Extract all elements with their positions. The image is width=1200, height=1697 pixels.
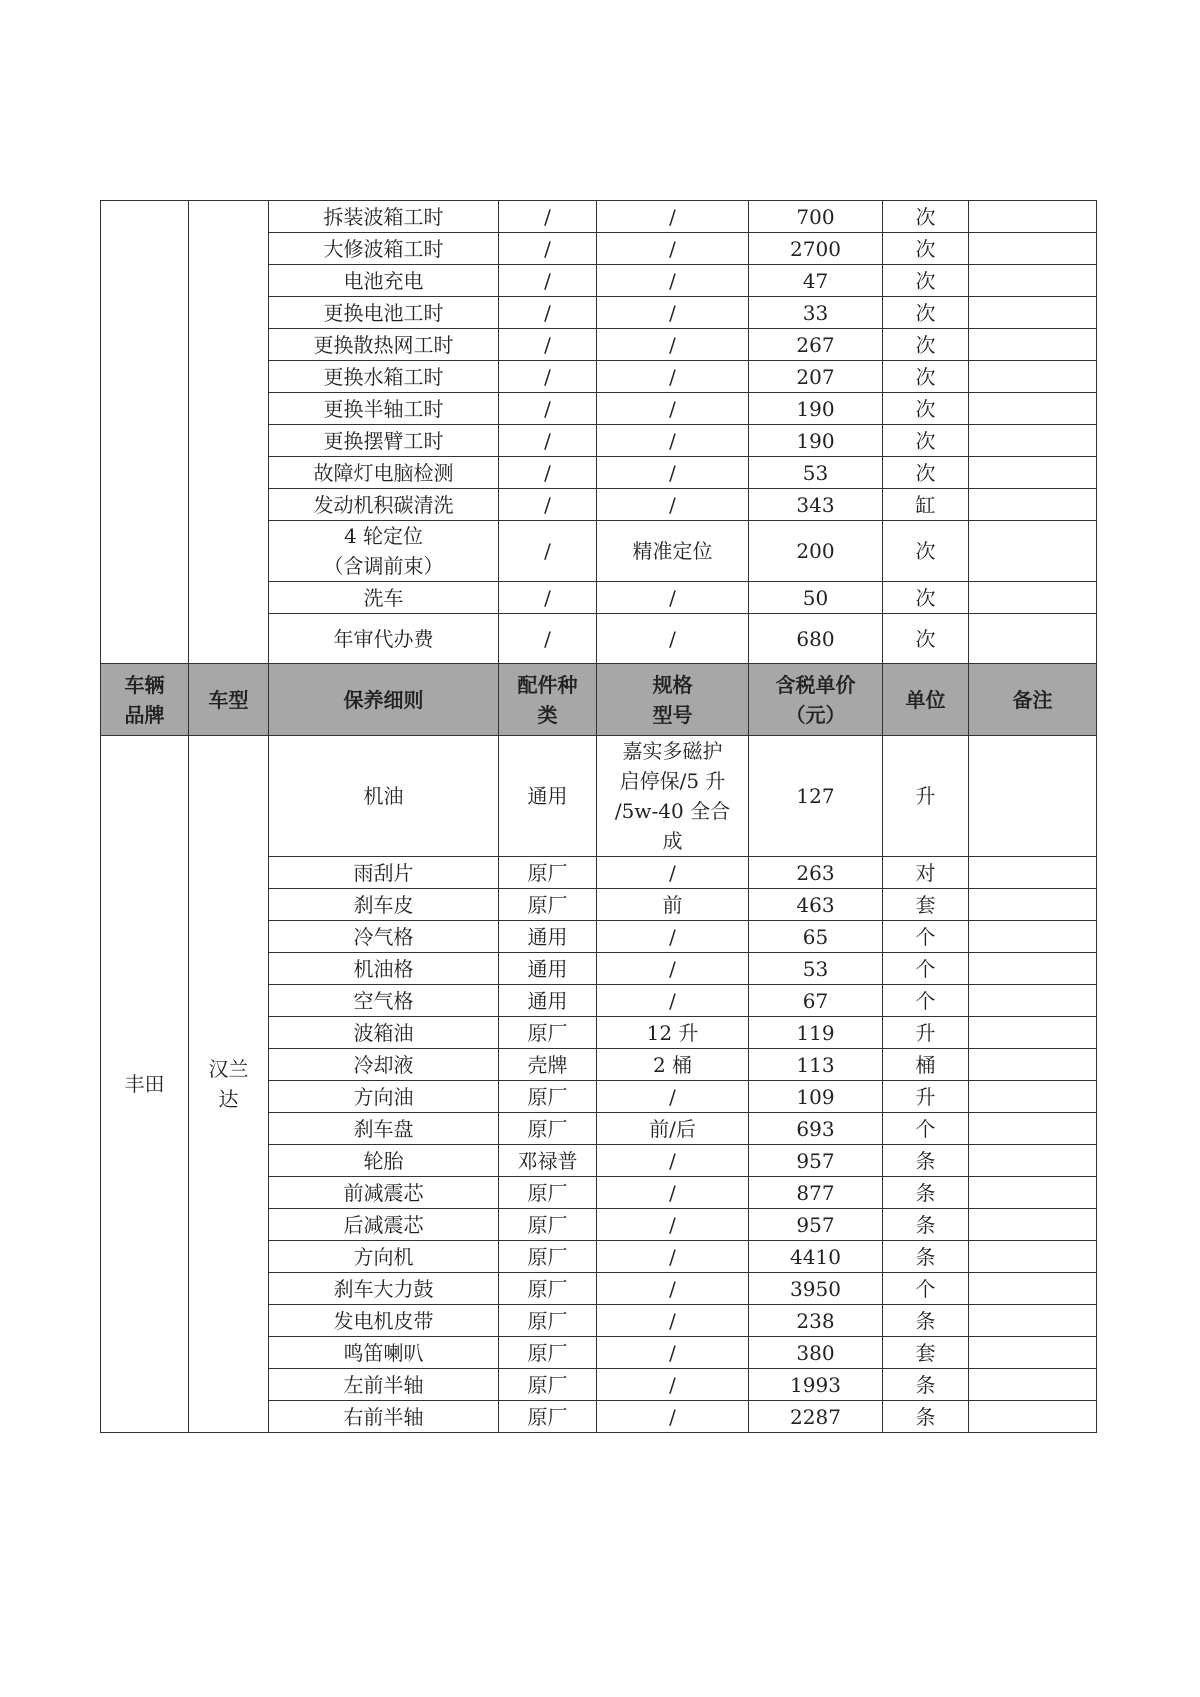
unit-cell: 条: [883, 1177, 969, 1209]
parts-type-cell: 原厂: [499, 857, 597, 889]
remark-cell: [969, 457, 1097, 489]
parts-type-cell: 通用: [499, 985, 597, 1017]
parts-type-cell: /: [499, 457, 597, 489]
parts-type-cell: 原厂: [499, 1241, 597, 1273]
item-cell: 电池充电: [269, 265, 499, 297]
parts-type-cell: 邓禄普: [499, 1145, 597, 1177]
item-cell: 更换摆臂工时: [269, 425, 499, 457]
item-cell: 更换散热网工时: [269, 329, 499, 361]
remark-cell: [969, 1017, 1097, 1049]
parts-type-cell: /: [499, 361, 597, 393]
item-cell: 拆装波箱工时: [269, 201, 499, 233]
spec-cell: 精准定位: [597, 521, 749, 582]
item-cell: 前减震芯: [269, 1177, 499, 1209]
header-unit-price: 含税单价 （元）: [749, 664, 883, 736]
remark-cell: [969, 1145, 1097, 1177]
brand-cell: 丰田: [101, 736, 189, 1433]
parts-type-cell: 通用: [499, 953, 597, 985]
item-cell: 更换水箱工时: [269, 361, 499, 393]
remark-cell: [969, 297, 1097, 329]
unit-cell: 套: [883, 889, 969, 921]
remark-cell: [969, 1241, 1097, 1273]
parts-type-cell: /: [499, 614, 597, 664]
price-cell: 50: [749, 582, 883, 614]
spec-cell: /: [597, 201, 749, 233]
remark-cell: [969, 361, 1097, 393]
remark-cell: [969, 329, 1097, 361]
item-cell: 刹车皮: [269, 889, 499, 921]
spec-cell: 嘉实多磁护 启停保/5 升 /5w-40 全合 成: [597, 736, 749, 857]
unit-cell: 次: [883, 457, 969, 489]
parts-type-cell: 原厂: [499, 1209, 597, 1241]
remark-cell: [969, 425, 1097, 457]
unit-cell: 条: [883, 1401, 969, 1433]
spec-cell: /: [597, 1241, 749, 1273]
unit-cell: 个: [883, 1113, 969, 1145]
remark-cell: [969, 953, 1097, 985]
spec-cell: /: [597, 953, 749, 985]
unit-cell: 次: [883, 521, 969, 582]
parts-type-cell: /: [499, 521, 597, 582]
unit-cell: 次: [883, 265, 969, 297]
unit-cell: 条: [883, 1145, 969, 1177]
header-brand: 车辆 品牌: [101, 664, 189, 736]
item-cell: 左前半轴: [269, 1369, 499, 1401]
remark-cell: [969, 521, 1097, 582]
remark-cell: [969, 857, 1097, 889]
remark-cell: [969, 1049, 1097, 1081]
spec-cell: /: [597, 393, 749, 425]
parts-type-cell: /: [499, 489, 597, 521]
remark-cell: [969, 233, 1097, 265]
remark-cell: [969, 489, 1097, 521]
item-cell: 轮胎: [269, 1145, 499, 1177]
remark-cell: [969, 1113, 1097, 1145]
item-cell: 刹车大力鼓: [269, 1273, 499, 1305]
parts-type-cell: 原厂: [499, 1401, 597, 1433]
item-cell: 方向机: [269, 1241, 499, 1273]
unit-cell: 个: [883, 921, 969, 953]
spec-cell: 前/后: [597, 1113, 749, 1145]
price-table: [100, 200, 1097, 1433]
remark-cell: [969, 1401, 1097, 1433]
price-cell: 1993: [749, 1369, 883, 1401]
item-cell: 空气格: [269, 985, 499, 1017]
parts-type-cell: 原厂: [499, 1113, 597, 1145]
unit-cell: 条: [883, 1305, 969, 1337]
price-cell: 343: [749, 489, 883, 521]
item-cell: 方向油: [269, 1081, 499, 1113]
remark-cell: [969, 889, 1097, 921]
header-spec: 规格 型号: [597, 664, 749, 736]
price-cell: 53: [749, 457, 883, 489]
unit-cell: 对: [883, 857, 969, 889]
price-cell: 463: [749, 889, 883, 921]
unit-cell: 次: [883, 393, 969, 425]
price-cell: 207: [749, 361, 883, 393]
spec-cell: /: [597, 1305, 749, 1337]
price-cell: 200: [749, 521, 883, 582]
item-cell: 冷却液: [269, 1049, 499, 1081]
parts-type-cell: /: [499, 297, 597, 329]
unit-cell: 个: [883, 985, 969, 1017]
spec-cell: /: [597, 857, 749, 889]
price-cell: 190: [749, 425, 883, 457]
parts-type-cell: /: [499, 393, 597, 425]
parts-type-cell: 原厂: [499, 889, 597, 921]
price-cell: 53: [749, 953, 883, 985]
spec-cell: /: [597, 265, 749, 297]
model-cell: 汉兰 达: [189, 736, 269, 1433]
spec-cell: 前: [597, 889, 749, 921]
brand-cell-blank: [101, 201, 189, 664]
price-cell: 190: [749, 393, 883, 425]
price-cell: 127: [749, 736, 883, 857]
remark-cell: [969, 393, 1097, 425]
remark-cell: [969, 921, 1097, 953]
parts-type-cell: 原厂: [499, 1081, 597, 1113]
price-cell: 693: [749, 1113, 883, 1145]
unit-cell: 次: [883, 614, 969, 664]
unit-cell: 条: [883, 1209, 969, 1241]
spec-cell: /: [597, 233, 749, 265]
price-cell: 957: [749, 1145, 883, 1177]
header-parts-type: 配件种 类: [499, 664, 597, 736]
item-cell: 后减震芯: [269, 1209, 499, 1241]
price-cell: 33: [749, 297, 883, 329]
unit-cell: 次: [883, 425, 969, 457]
unit-cell: 条: [883, 1369, 969, 1401]
price-cell: 109: [749, 1081, 883, 1113]
unit-cell: 次: [883, 297, 969, 329]
price-cell: 680: [749, 614, 883, 664]
price-cell: 380: [749, 1337, 883, 1369]
item-cell: 鸣笛喇叭: [269, 1337, 499, 1369]
item-cell: 4 轮定位 （含调前束）: [269, 521, 499, 582]
spec-cell: /: [597, 1273, 749, 1305]
parts-type-cell: /: [499, 265, 597, 297]
spec-cell: /: [597, 425, 749, 457]
spec-cell: /: [597, 1369, 749, 1401]
spec-cell: /: [597, 1145, 749, 1177]
spec-cell: /: [597, 985, 749, 1017]
unit-cell: 次: [883, 329, 969, 361]
parts-type-cell: 原厂: [499, 1369, 597, 1401]
parts-type-cell: /: [499, 425, 597, 457]
unit-cell: 条: [883, 1241, 969, 1273]
price-cell: 4410: [749, 1241, 883, 1273]
spec-cell: /: [597, 457, 749, 489]
remark-cell: [969, 582, 1097, 614]
parts-type-cell: 原厂: [499, 1273, 597, 1305]
spec-cell: 2 桶: [597, 1049, 749, 1081]
price-cell: 65: [749, 921, 883, 953]
remark-cell: [969, 1209, 1097, 1241]
price-cell: 113: [749, 1049, 883, 1081]
header-unit: 单位: [883, 664, 969, 736]
spec-cell: /: [597, 582, 749, 614]
unit-cell: 次: [883, 582, 969, 614]
item-cell: 年审代办费: [269, 614, 499, 664]
header-model: 车型: [189, 664, 269, 736]
item-cell: 冷气格: [269, 921, 499, 953]
item-cell: 发动机积碳清洗: [269, 489, 499, 521]
remark-cell: [969, 265, 1097, 297]
spec-cell: /: [597, 1337, 749, 1369]
item-cell: 故障灯电脑检测: [269, 457, 499, 489]
remark-cell: [969, 985, 1097, 1017]
item-cell: 更换半轴工时: [269, 393, 499, 425]
remark-cell: [969, 1177, 1097, 1209]
spec-cell: /: [597, 1401, 749, 1433]
unit-cell: 升: [883, 736, 969, 857]
spec-cell: /: [597, 329, 749, 361]
unit-cell: 升: [883, 1017, 969, 1049]
spec-cell: /: [597, 921, 749, 953]
remark-cell: [969, 1081, 1097, 1113]
price-cell: 267: [749, 329, 883, 361]
price-cell: 700: [749, 201, 883, 233]
spec-cell: /: [597, 361, 749, 393]
unit-cell: 次: [883, 201, 969, 233]
header-remark: 备注: [969, 664, 1097, 736]
item-cell: 机油格: [269, 953, 499, 985]
price-cell: 3950: [749, 1273, 883, 1305]
item-cell: 洗车: [269, 582, 499, 614]
price-cell: 2287: [749, 1401, 883, 1433]
remark-cell: [969, 1273, 1097, 1305]
unit-cell: 个: [883, 953, 969, 985]
item-cell: 刹车盘: [269, 1113, 499, 1145]
table-body: [101, 201, 1097, 1433]
table-row: [101, 201, 1097, 233]
spec-cell: /: [597, 1177, 749, 1209]
item-cell: 发电机皮带: [269, 1305, 499, 1337]
price-cell: 238: [749, 1305, 883, 1337]
unit-cell: 套: [883, 1337, 969, 1369]
price-cell: 2700: [749, 233, 883, 265]
parts-type-cell: 原厂: [499, 1337, 597, 1369]
spec-cell: /: [597, 1081, 749, 1113]
price-cell: 263: [749, 857, 883, 889]
parts-type-cell: /: [499, 201, 597, 233]
remark-cell: [969, 614, 1097, 664]
remark-cell: [969, 1369, 1097, 1401]
parts-type-cell: 原厂: [499, 1177, 597, 1209]
parts-type-cell: 壳牌: [499, 1049, 597, 1081]
price-cell: 119: [749, 1017, 883, 1049]
parts-type-cell: /: [499, 582, 597, 614]
unit-cell: 次: [883, 233, 969, 265]
parts-type-cell: /: [499, 329, 597, 361]
item-cell: 右前半轴: [269, 1401, 499, 1433]
unit-cell: 个: [883, 1273, 969, 1305]
price-cell: 877: [749, 1177, 883, 1209]
item-cell: 大修波箱工时: [269, 233, 499, 265]
spec-cell: /: [597, 297, 749, 329]
remark-cell: [969, 1305, 1097, 1337]
model-cell-blank: [189, 201, 269, 664]
remark-cell: [969, 736, 1097, 857]
parts-type-cell: 通用: [499, 736, 597, 857]
price-cell: 47: [749, 265, 883, 297]
item-cell: 机油: [269, 736, 499, 857]
item-cell: 雨刮片: [269, 857, 499, 889]
unit-cell: 缸: [883, 489, 969, 521]
spec-cell: /: [597, 614, 749, 664]
parts-type-cell: /: [499, 233, 597, 265]
header-item: 保养细则: [269, 664, 499, 736]
unit-cell: 次: [883, 361, 969, 393]
spec-cell: 12 升: [597, 1017, 749, 1049]
spec-cell: /: [597, 1209, 749, 1241]
table-row: [101, 736, 1097, 857]
parts-type-cell: 原厂: [499, 1017, 597, 1049]
table-header-row: [101, 664, 1097, 736]
item-cell: 波箱油: [269, 1017, 499, 1049]
unit-cell: 桶: [883, 1049, 969, 1081]
price-cell: 957: [749, 1209, 883, 1241]
item-cell: 更换电池工时: [269, 297, 499, 329]
remark-cell: [969, 1337, 1097, 1369]
unit-cell: 升: [883, 1081, 969, 1113]
parts-type-cell: 原厂: [499, 1305, 597, 1337]
price-cell: 67: [749, 985, 883, 1017]
spec-cell: /: [597, 489, 749, 521]
remark-cell: [969, 201, 1097, 233]
parts-type-cell: 通用: [499, 921, 597, 953]
